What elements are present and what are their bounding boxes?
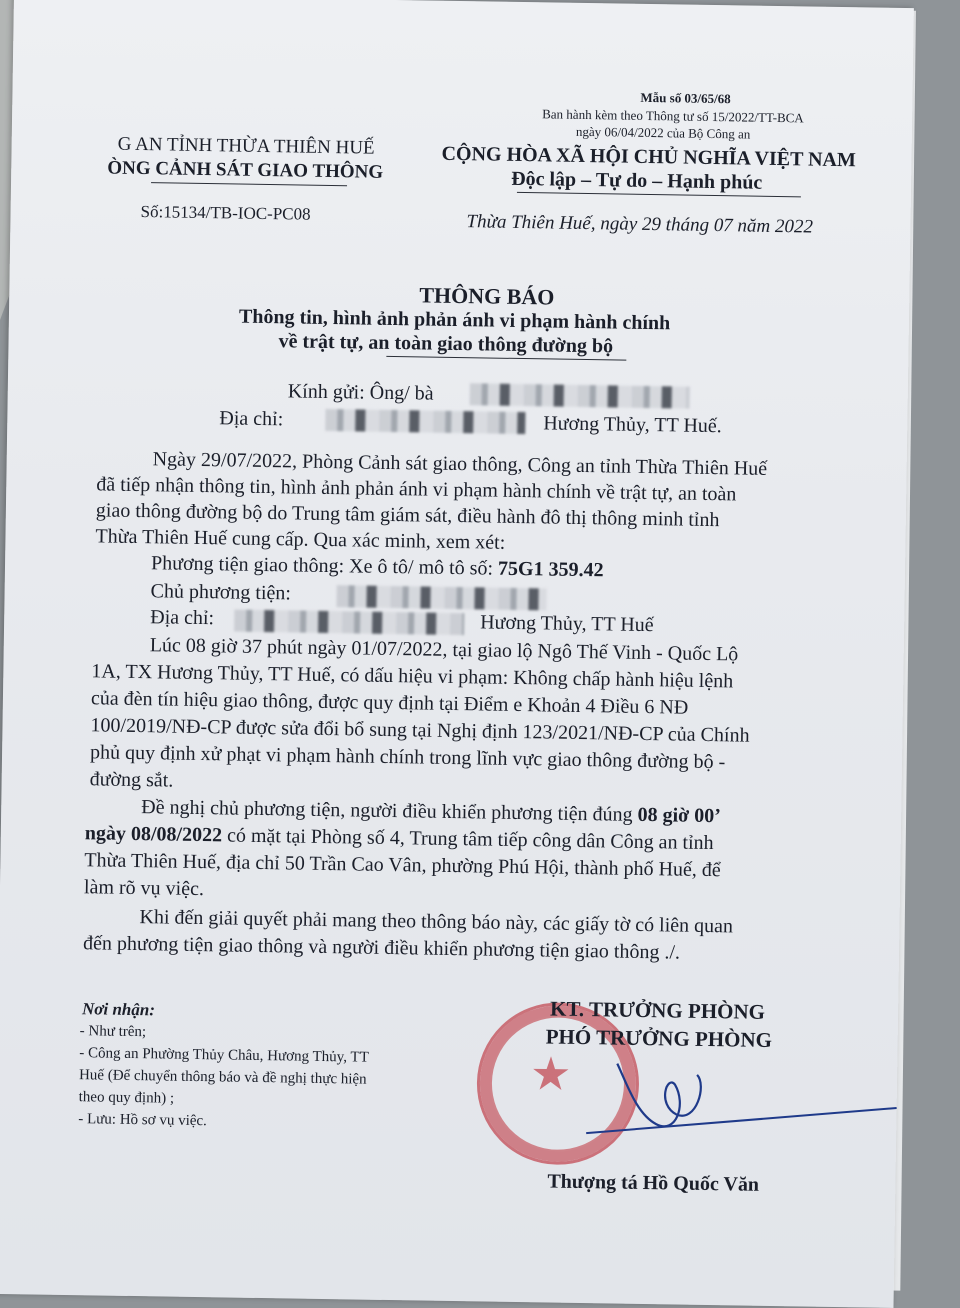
para3-line1-text: Đề nghị chủ phương tiện, người điều khiển phương tiện đúng [141, 796, 633, 826]
para4-line1: Khi đến giải quyết phải mang theo thông báo này, các giấy tờ có liên quan [139, 906, 734, 938]
redacted-recipient-name [470, 383, 690, 408]
redacted-owner-address [234, 610, 464, 636]
para1-line2: đã tiếp nhận thông tin, hình ảnh phản ánh vi phạm hành chính về trật tự, an toàn [96, 473, 737, 506]
para2-line5: phủ quy định xử phạt vi phạm hành chính trong lĩnh vực giao thông đường bộ - [89, 741, 726, 774]
form-note-2: ngày 06/04/2022 của Bộ Công an [575, 123, 751, 142]
appointment-time: 08 giờ 00’ [637, 803, 722, 828]
signer-role-1: KT. TRƯỞNG PHÒNG [549, 996, 766, 1024]
vehicle-plate: 75G1 359.42 [497, 557, 604, 582]
redacted-recipient-address [325, 409, 525, 434]
agency-line-2: ÒNG CẢNH SÁT GIAO THÔNG [107, 157, 384, 183]
para3-line3: Thừa Thiên Huế, địa chỉ 50 Trần Cao Vân, phường Phú Hội, thành phố Huế, để [84, 849, 721, 882]
owner-label: Chủ phương tiện: [150, 580, 292, 605]
recipient-item-3: - Lưu: Hồ sơ vụ việc. [78, 1111, 207, 1130]
address-label: Địa chỉ: [219, 407, 284, 431]
recipient-item-2-line2: Huế (Để chuyển thông báo và đề nghị thực hiện [78, 1067, 367, 1088]
vehicle-label: Phương tiện giao thông: Xe ô tô/ mô tô số: [150, 552, 494, 580]
vehicle-info-line [151, 552, 604, 582]
form-note-1: Ban hành kèm theo Thông tư số 15/2022/TT-BCA [542, 106, 804, 126]
appointment-date: ngày 08/08/2022 [84, 822, 223, 847]
redacted-owner-name [336, 585, 546, 610]
national-motto: Độc lập – Tự do – Hạnh phúc [510, 167, 763, 194]
greeting-label: Kính gửi: Ông/ bà [287, 380, 434, 405]
para2-line1: Lúc 08 giờ 37 phút ngày 01/07/2022, tại giao lộ Ngô Thế Vinh - Quốc Lộ [149, 634, 739, 666]
para4-line2: đến phương tiện giao thông và người điều khiển phương tiện giao thông ./. [82, 932, 681, 964]
para1-line3: giao thông đường bộ do Trung tâm giám sát, điều hành đô thị thông minh tỉnh [95, 499, 720, 532]
seal-star-icon: ★ [529, 1048, 572, 1100]
para2-line6: đường sắt. [89, 768, 174, 792]
document-title: THÔNG BÁO [419, 282, 555, 310]
recipient-item-2-line3: theo quy định) ; [78, 1089, 175, 1107]
owner-address-label: Địa chỉ: [150, 606, 215, 630]
recipients-heading: Nơi nhận: [81, 999, 156, 1020]
para3-line2-text: có mặt tại Phòng số 4, Trung tâm tiếp công dân Công an tỉnh [226, 824, 714, 855]
place-date: Thừa Thiên Huế, ngày 29 tháng 07 năm 2022 [466, 211, 814, 238]
signer-name: Thượng tá Hồ Quốc Văn [547, 1170, 760, 1196]
form-number: Mẫu số 03/65/68 [640, 89, 731, 107]
owner-address-value: Hương Thủy, TT Huế [480, 611, 654, 637]
country-name: CỘNG HÒA XÃ HỘI CHỦ NGHĨA VIỆT NAM [441, 142, 856, 172]
agency-line-1: G AN TỈNH THỪA THIÊN HUẾ [117, 133, 375, 159]
address-value: Hương Thủy, TT Huế. [543, 412, 722, 438]
signer-role-2: PHÓ TRƯỞNG PHÒNG [545, 1024, 773, 1053]
recipient-item-2-line1: - Công an Phường Thủy Châu, Hương Thủy, TT [79, 1045, 369, 1066]
para2-line3: của đèn tín hiệu giao thông, được quy định tại Điểm e Khoản 4 Điều 6 NĐ [90, 687, 689, 719]
document-subtitle-1: Thông tin, hình ảnh phản ánh vi phạm hành chính [238, 305, 671, 335]
para2-line4: 100/2019/NĐ-CP được sửa đổi bổ sung tại Nghị định 123/2021/NĐ-CP của Chính [90, 714, 750, 747]
document-subtitle-2: về trật tự, an toàn giao thông đường bộ [278, 330, 614, 358]
recipient-item-1: - Như trên; [79, 1023, 147, 1041]
para1-line4: Thừa Thiên Huế cung cấp. Qua xác minh, xem xét: [95, 525, 506, 554]
handwritten-signature-icon [556, 1043, 908, 1148]
document-number: Số:15134/TB-IOC-PC08 [140, 202, 311, 224]
para3-line4: làm rõ vụ việc. [83, 876, 205, 901]
para2-line2: 1A, TX Hương Thủy, TT Huế, có dấu hiệu vi phạm: Không chấp hành hiệu lệnh [91, 660, 734, 693]
para1-line1: Ngày 29/07/2022, Phòng Cảnh sát giao thông, Công an tỉnh Thừa Thiên Huế [152, 448, 768, 480]
para3-line1 [141, 796, 721, 828]
